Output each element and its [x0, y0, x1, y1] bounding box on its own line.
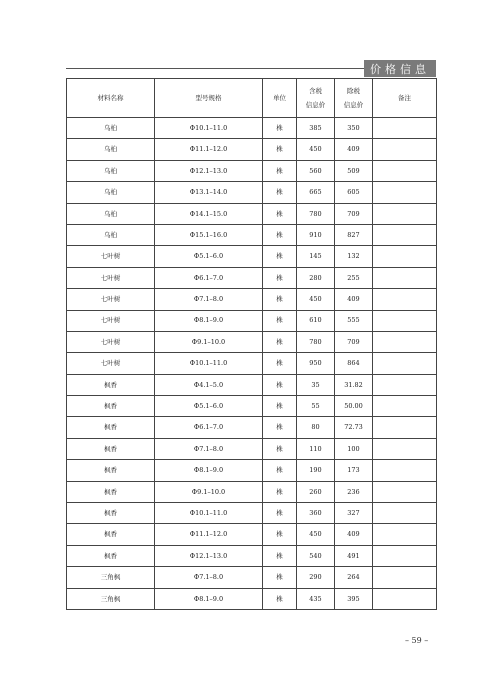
cell-spec: Φ9.1–10.0 — [155, 331, 263, 352]
cell-material: 七叶树 — [67, 246, 155, 267]
price-table-body — [67, 118, 437, 610]
col-header-tax-excl-price — [335, 79, 373, 118]
cell-remarks — [373, 331, 437, 352]
cell-material: 枫香 — [67, 396, 155, 417]
table-row — [67, 160, 437, 181]
table-row — [67, 118, 437, 139]
cell-tax-incl-price: 110 — [297, 438, 335, 459]
cell-unit: 株 — [263, 588, 297, 609]
cell-spec: Φ8.1–9.0 — [155, 310, 263, 331]
table-row — [67, 438, 437, 459]
cell-tax-excl-price: 509 — [335, 160, 373, 181]
cell-material: 枫香 — [67, 545, 155, 566]
cell-tax-excl-price: 31.82 — [335, 374, 373, 395]
cell-material: 枫香 — [67, 438, 155, 459]
cell-spec: Φ11.1–12.0 — [155, 139, 263, 160]
cell-tax-incl-price: 260 — [297, 481, 335, 502]
cell-spec: Φ6.1–7.0 — [155, 417, 263, 438]
cell-remarks — [373, 353, 437, 374]
cell-material: 乌桕 — [67, 182, 155, 203]
cell-material: 枫香 — [67, 460, 155, 481]
cell-spec: Φ13.1–14.0 — [155, 182, 263, 203]
cell-spec: Φ10.1–11.0 — [155, 503, 263, 524]
cell-tax-incl-price: 910 — [297, 224, 335, 245]
cell-remarks — [373, 588, 437, 609]
cell-spec: Φ10.1–11.0 — [155, 118, 263, 139]
cell-spec: Φ5.1–6.0 — [155, 396, 263, 417]
table-row — [67, 460, 437, 481]
cell-tax-incl-price: 610 — [297, 310, 335, 331]
cell-material: 七叶树 — [67, 267, 155, 288]
cell-remarks — [373, 374, 437, 395]
cell-remarks — [373, 503, 437, 524]
cell-tax-incl-price: 950 — [297, 353, 335, 374]
cell-material: 枫香 — [67, 503, 155, 524]
cell-material: 枫香 — [67, 374, 155, 395]
cell-unit: 株 — [263, 246, 297, 267]
table-row — [67, 417, 437, 438]
cell-spec: Φ7.1–8.0 — [155, 438, 263, 459]
cell-unit: 株 — [263, 310, 297, 331]
cell-tax-excl-price: 236 — [335, 481, 373, 502]
cell-remarks — [373, 224, 437, 245]
table-row — [67, 545, 437, 566]
cell-tax-incl-price: 780 — [297, 203, 335, 224]
cell-spec: Φ9.1–10.0 — [155, 481, 263, 502]
col-header-tax-incl-line1: 含税 — [309, 87, 322, 95]
cell-tax-incl-price: 55 — [297, 396, 335, 417]
cell-unit: 株 — [263, 524, 297, 545]
cell-remarks — [373, 545, 437, 566]
cell-spec: Φ8.1–9.0 — [155, 460, 263, 481]
cell-tax-excl-price: 555 — [335, 310, 373, 331]
cell-unit: 株 — [263, 545, 297, 566]
table-row — [67, 182, 437, 203]
cell-remarks — [373, 417, 437, 438]
price-table — [66, 78, 437, 610]
cell-tax-incl-price: 35 — [297, 374, 335, 395]
table-row — [67, 310, 437, 331]
cell-unit: 株 — [263, 203, 297, 224]
col-header-tax-excl-line1: 除税 — [347, 87, 360, 95]
cell-tax-excl-price: 827 — [335, 224, 373, 245]
cell-material: 乌桕 — [67, 203, 155, 224]
cell-material: 乌桕 — [67, 160, 155, 181]
cell-unit: 株 — [263, 481, 297, 502]
col-header-unit: 单位 — [263, 79, 297, 118]
table-row — [67, 267, 437, 288]
cell-tax-incl-price: 80 — [297, 417, 335, 438]
cell-unit: 株 — [263, 118, 297, 139]
cell-remarks — [373, 118, 437, 139]
cell-spec: Φ12.1–13.0 — [155, 545, 263, 566]
cell-tax-excl-price: 132 — [335, 246, 373, 267]
cell-spec: Φ11.1–12.0 — [155, 524, 263, 545]
cell-tax-excl-price: 72.73 — [335, 417, 373, 438]
col-header-tax-incl-line2: 信息价 — [305, 100, 326, 109]
table-row — [67, 588, 437, 609]
table-row — [67, 289, 437, 310]
cell-unit: 株 — [263, 224, 297, 245]
cell-tax-excl-price: 264 — [335, 567, 373, 588]
cell-tax-incl-price: 435 — [297, 588, 335, 609]
table-row — [67, 567, 437, 588]
cell-material: 枫香 — [67, 481, 155, 502]
table-row — [67, 246, 437, 267]
cell-remarks — [373, 524, 437, 545]
col-header-spec: 型号规格 — [155, 79, 263, 118]
cell-unit: 株 — [263, 267, 297, 288]
cell-tax-incl-price: 450 — [297, 139, 335, 160]
cell-unit: 株 — [263, 160, 297, 181]
col-header-tax-incl-price — [297, 79, 335, 118]
cell-tax-excl-price: 350 — [335, 118, 373, 139]
cell-tax-incl-price: 665 — [297, 182, 335, 203]
cell-remarks — [373, 203, 437, 224]
page-number: – 59 – — [405, 636, 429, 645]
cell-spec: Φ7.1–8.0 — [155, 567, 263, 588]
cell-tax-incl-price: 560 — [297, 160, 335, 181]
cell-unit: 株 — [263, 567, 297, 588]
cell-unit: 株 — [263, 438, 297, 459]
cell-material: 乌桕 — [67, 139, 155, 160]
col-header-remarks: 备注 — [373, 79, 437, 118]
cell-spec: Φ14.1–15.0 — [155, 203, 263, 224]
cell-spec: Φ5.1–6.0 — [155, 246, 263, 267]
cell-tax-excl-price: 100 — [335, 438, 373, 459]
cell-remarks — [373, 289, 437, 310]
cell-material: 七叶树 — [67, 353, 155, 374]
cell-spec: Φ8.1–9.0 — [155, 588, 263, 609]
cell-tax-incl-price: 540 — [297, 545, 335, 566]
cell-unit: 株 — [263, 374, 297, 395]
cell-remarks — [373, 438, 437, 459]
cell-remarks — [373, 267, 437, 288]
cell-remarks — [373, 310, 437, 331]
cell-tax-excl-price: 409 — [335, 289, 373, 310]
cell-tax-excl-price: 327 — [335, 503, 373, 524]
cell-spec: Φ15.1–16.0 — [155, 224, 263, 245]
table-row — [67, 503, 437, 524]
cell-unit: 株 — [263, 353, 297, 374]
table-row — [67, 203, 437, 224]
cell-tax-excl-price: 605 — [335, 182, 373, 203]
cell-remarks — [373, 396, 437, 417]
table-row — [67, 224, 437, 245]
cell-unit: 株 — [263, 331, 297, 352]
cell-spec: Φ6.1–7.0 — [155, 267, 263, 288]
cell-tax-excl-price: 709 — [335, 331, 373, 352]
cell-tax-excl-price: 709 — [335, 203, 373, 224]
section-title-badge: 价格信息 — [364, 60, 436, 77]
cell-tax-incl-price: 450 — [297, 524, 335, 545]
cell-tax-excl-price: 409 — [335, 524, 373, 545]
cell-unit: 株 — [263, 289, 297, 310]
cell-tax-excl-price: 864 — [335, 353, 373, 374]
cell-remarks — [373, 246, 437, 267]
cell-remarks — [373, 139, 437, 160]
table-row — [67, 374, 437, 395]
header-rule — [66, 68, 364, 69]
cell-material: 三角枫 — [67, 567, 155, 588]
cell-tax-incl-price: 190 — [297, 460, 335, 481]
cell-tax-excl-price: 255 — [335, 267, 373, 288]
cell-material: 枫香 — [67, 417, 155, 438]
cell-tax-excl-price: 395 — [335, 588, 373, 609]
table-row — [67, 139, 437, 160]
cell-tax-incl-price: 145 — [297, 246, 335, 267]
cell-tax-incl-price: 280 — [297, 267, 335, 288]
cell-tax-incl-price: 450 — [297, 289, 335, 310]
cell-material: 七叶树 — [67, 289, 155, 310]
cell-spec: Φ7.1–8.0 — [155, 289, 263, 310]
cell-unit: 株 — [263, 417, 297, 438]
cell-remarks — [373, 460, 437, 481]
cell-remarks — [373, 481, 437, 502]
cell-material: 三角枫 — [67, 588, 155, 609]
cell-tax-incl-price: 385 — [297, 118, 335, 139]
cell-remarks — [373, 567, 437, 588]
cell-tax-excl-price: 173 — [335, 460, 373, 481]
cell-unit: 株 — [263, 139, 297, 160]
cell-spec: Φ12.1–13.0 — [155, 160, 263, 181]
cell-unit: 株 — [263, 503, 297, 524]
cell-material: 乌桕 — [67, 224, 155, 245]
table-row — [67, 331, 437, 352]
cell-material: 七叶树 — [67, 331, 155, 352]
cell-unit: 株 — [263, 460, 297, 481]
col-header-material: 材料名称 — [67, 79, 155, 118]
cell-material: 枫香 — [67, 524, 155, 545]
table-row — [67, 524, 437, 545]
cell-spec: Φ4.1–5.0 — [155, 374, 263, 395]
cell-material: 乌桕 — [67, 118, 155, 139]
cell-tax-excl-price: 491 — [335, 545, 373, 566]
cell-remarks — [373, 182, 437, 203]
cell-unit: 株 — [263, 396, 297, 417]
price-table-header — [67, 79, 437, 118]
cell-tax-excl-price: 409 — [335, 139, 373, 160]
cell-tax-incl-price: 290 — [297, 567, 335, 588]
cell-tax-incl-price: 780 — [297, 331, 335, 352]
cell-tax-excl-price: 50.00 — [335, 396, 373, 417]
cell-spec: Φ10.1–11.0 — [155, 353, 263, 374]
cell-unit: 株 — [263, 182, 297, 203]
cell-tax-incl-price: 360 — [297, 503, 335, 524]
table-row — [67, 396, 437, 417]
table-row — [67, 353, 437, 374]
cell-material: 七叶树 — [67, 310, 155, 331]
col-header-tax-excl-line2: 信息价 — [343, 100, 364, 109]
cell-remarks — [373, 160, 437, 181]
table-row — [67, 481, 437, 502]
